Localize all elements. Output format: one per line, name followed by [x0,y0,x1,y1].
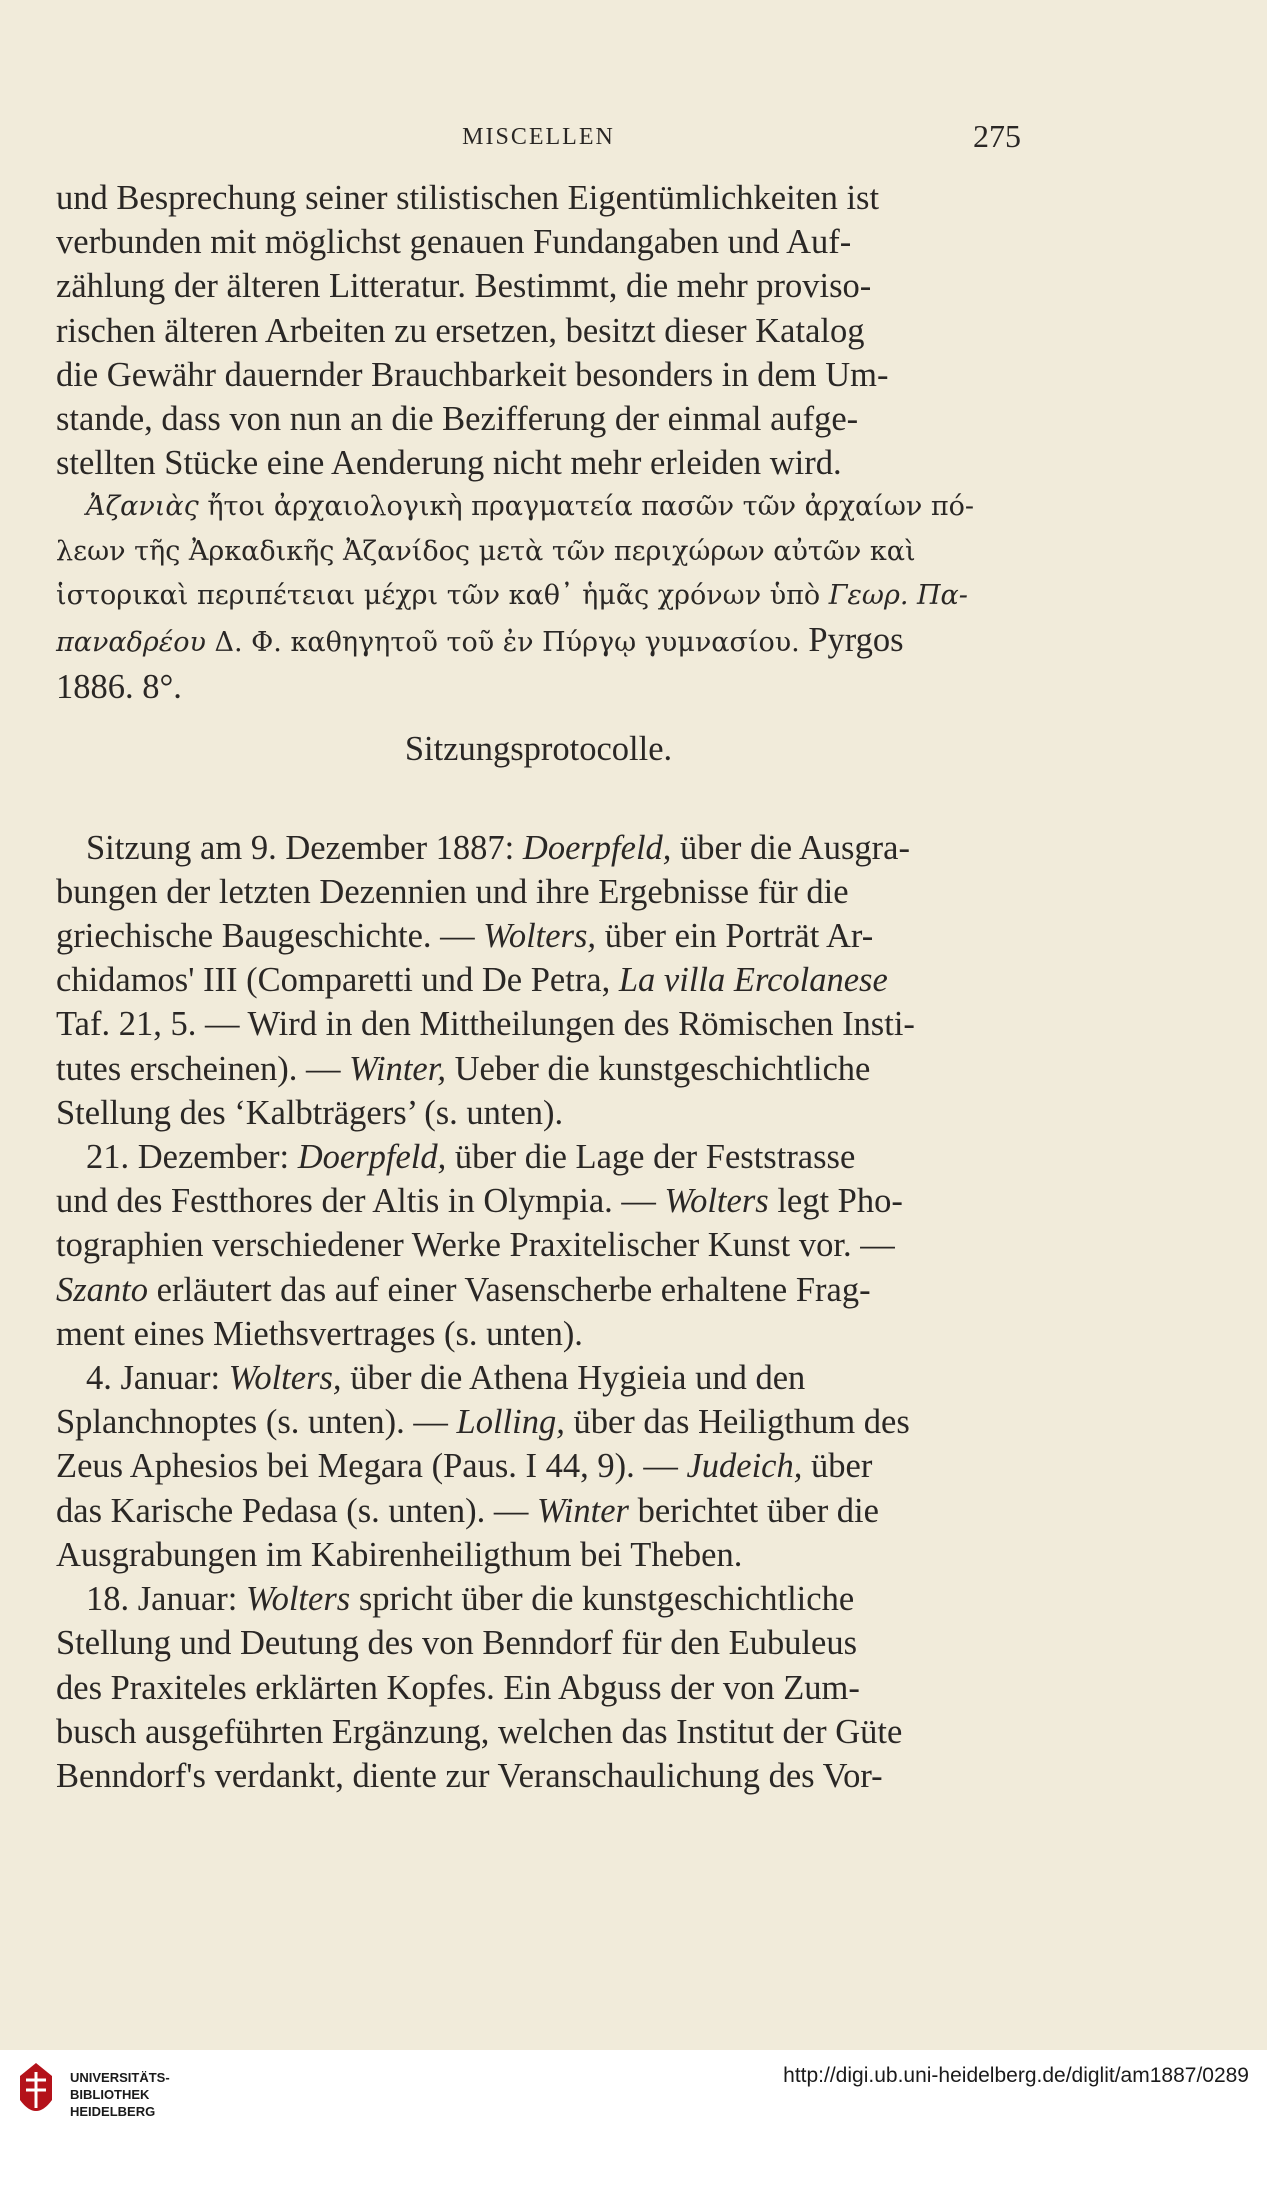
page-body [56,176,1021,1798]
text-run: über ein Porträt Ar- [596,917,874,956]
text-run: 21. Dezember: [86,1138,298,1177]
university-seal-icon [14,2060,58,2126]
text-line [56,1091,1021,1135]
text-run: Ueber die kunstgeschichtliche [445,1049,871,1088]
text-line [56,1047,1021,1091]
greek-title-italic: Ἀζανιὰς [86,491,199,523]
text-run: Sitzung am 9. Dezember 1887: [86,828,523,867]
speaker-name: Szanto [56,1270,149,1309]
speaker-name: Wolters [664,1182,769,1221]
speaker-name: Wolters, [483,917,597,956]
text-run: Stellung und Deutung des von Benndorf für den Eubuleus [56,1624,858,1663]
text-line [56,870,1021,914]
speaker-name: Wolters [246,1580,351,1619]
text-line: die Gewähr dauernder Brauchbarkeit besonders in dem Um- [56,355,889,394]
text-run: berichtet über die [628,1491,879,1530]
speaker-name: Wolters, [228,1359,342,1398]
page-header [56,118,1021,158]
text-run: Taf. 21, 5. — Wird in den Mittheilungen des Römischen Insti- [56,1005,915,1044]
text-line [56,1621,1021,1665]
text-run: erläutert das auf einer Vasenscherbe erhaltene Frag- [148,1270,871,1309]
speaker-name: Winter [536,1491,629,1530]
text-line [56,914,1021,958]
text-run: spricht über die kunstgeschichtliche [350,1580,855,1619]
text-line: rischen älteren Arbeiten zu ersetzen, besitzt dieser Katalog [56,311,865,350]
text-run: busch ausgeführten Ergänzung, welchen das Institut der Güte [56,1712,903,1751]
publication-year: 1886. 8°. [56,668,182,707]
library-name: UNIVERSITÄTS- BIBLIOTHEK HEIDELBERG [70,2070,170,2119]
text-run: chidamos' III (Comparetti und De Petra, [56,961,619,1000]
text-line [56,1312,1021,1356]
text-line [56,1400,1021,1444]
speaker-name: Lolling, [456,1403,565,1442]
greek-text: ἱστορικαὶ περιπέτειαι μέχρι τῶν καθ᾽ ἡμᾶς χρόνων ὑπὸ [56,579,829,611]
text-run: ment eines Miethsvertrages (s. unten). [56,1314,583,1353]
text-run: über [802,1447,873,1486]
speaker-name: Doerpfeld, [297,1138,447,1177]
text-line [56,1179,1021,1223]
greek-author-italic: Γεωρ. Πα- [828,579,968,611]
speaker-name: Judeich, [686,1447,803,1486]
text-run: das Karische Pedasa (s. unten). — [56,1491,537,1530]
text-run: griechische Baugeschichte. — [56,917,484,956]
place-name: Pyrgos [808,621,904,660]
session-paragraph [56,826,1021,1135]
text-line: stande, dass von nun an die Bezifferung der einmal aufge- [56,400,859,439]
text-line [56,1268,1021,1312]
greek-bibliography-entry [56,485,1021,709]
text-run: und des Festthores der Altis in Olympia. — [56,1182,665,1221]
speaker-name: Winter, [349,1049,446,1088]
text-line: stellten Stücke eine Aenderung nicht mehr erleiden wird. [56,444,842,483]
running-title: MISCELLEN [462,124,615,150]
text-run: über die Lage der Feststrasse [446,1138,856,1177]
text-run: über das Heiligthum des [564,1403,910,1442]
text-run: Benndorf's verdankt, diente zur Veranschaulichung des Vor- [56,1756,883,1795]
text-run: Stellung des ‘Kalbträgers’ (s. unten). [56,1093,564,1132]
section-heading: Sitzungsprotocolle. [404,730,673,769]
greek-text: Δ. Φ. καθηγητοῦ τοῦ ἐν Πύργῳ γυμνασίου. [205,627,809,659]
page-number: 275 [973,118,1021,154]
text-run: des Praxiteles erklärten Kopfes. Ein Abguss der von Zum- [56,1668,860,1707]
speaker-name: Doerpfeld, [522,828,672,867]
text-line [56,1002,1021,1046]
text-line: verbunden mit möglichst genauen Fundangaben und Auf- [56,223,852,262]
text-line [56,1533,1021,1577]
session-paragraph [56,1135,1021,1356]
text-run: Ausgrabungen im Kabirenheiligthum bei Theben. [56,1535,743,1574]
text-line [56,1754,1021,1798]
text-run: tutes erscheinen). — [56,1049,350,1088]
text-run: über die Ausgra- [671,828,910,867]
text-line [56,1356,1021,1400]
session-paragraph [56,1577,1021,1798]
text-line [56,1577,1021,1621]
source-url[interactable]: http://digi.ub.uni-heidelberg.de/diglit/am1887/0289 [783,2064,1249,2087]
speaker-name: La villa Ercolanese [618,961,888,1000]
greek-author-italic: παναδρέου [56,627,206,659]
text-run: 4. Januar: [86,1359,229,1398]
text-run: Zeus Aphesios bei Megara (Paus. I 44, 9). — [56,1447,687,1486]
greek-text: λεων τῆς Ἀρκαδικῆς Ἀζανίδος μετὰ τῶν περιχώρων αὐτῶν καὶ [56,535,916,567]
text-line: zählung der älteren Litteratur. Bestimmt, die mehr proviso- [56,267,872,306]
text-run: über die Athena Hygieia und den [341,1359,806,1398]
greek-text: ἤτοι ἀρχαιολογικὴ πραγματεία πασῶν τῶν ἀρχαίων πό- [198,491,975,523]
text-run: 18. Januar: [86,1580,247,1619]
text-line [56,1135,1021,1179]
text-run: Splanchnoptes (s. unten). — [56,1403,457,1442]
text-run: tographien verschiedener Werke Praxitelischer Kunst vor. — [56,1226,895,1265]
session-list [56,826,1021,1798]
text-line [56,1710,1021,1754]
text-line [56,1489,1021,1533]
text-line [56,1666,1021,1710]
session-paragraph [56,1356,1021,1577]
text-run: bungen der letzten Dezennien und ihre Ergebnisse für die [56,872,849,911]
text-line: und Besprechung seiner stilistischen Eigentümlichkeiten ist [56,179,880,217]
text-line [56,1223,1021,1267]
text-run: legt Pho- [768,1182,903,1221]
text-line [56,1444,1021,1488]
text-line [56,958,1021,1002]
catalog-paragraph [56,176,1021,485]
text-line [56,826,1021,870]
